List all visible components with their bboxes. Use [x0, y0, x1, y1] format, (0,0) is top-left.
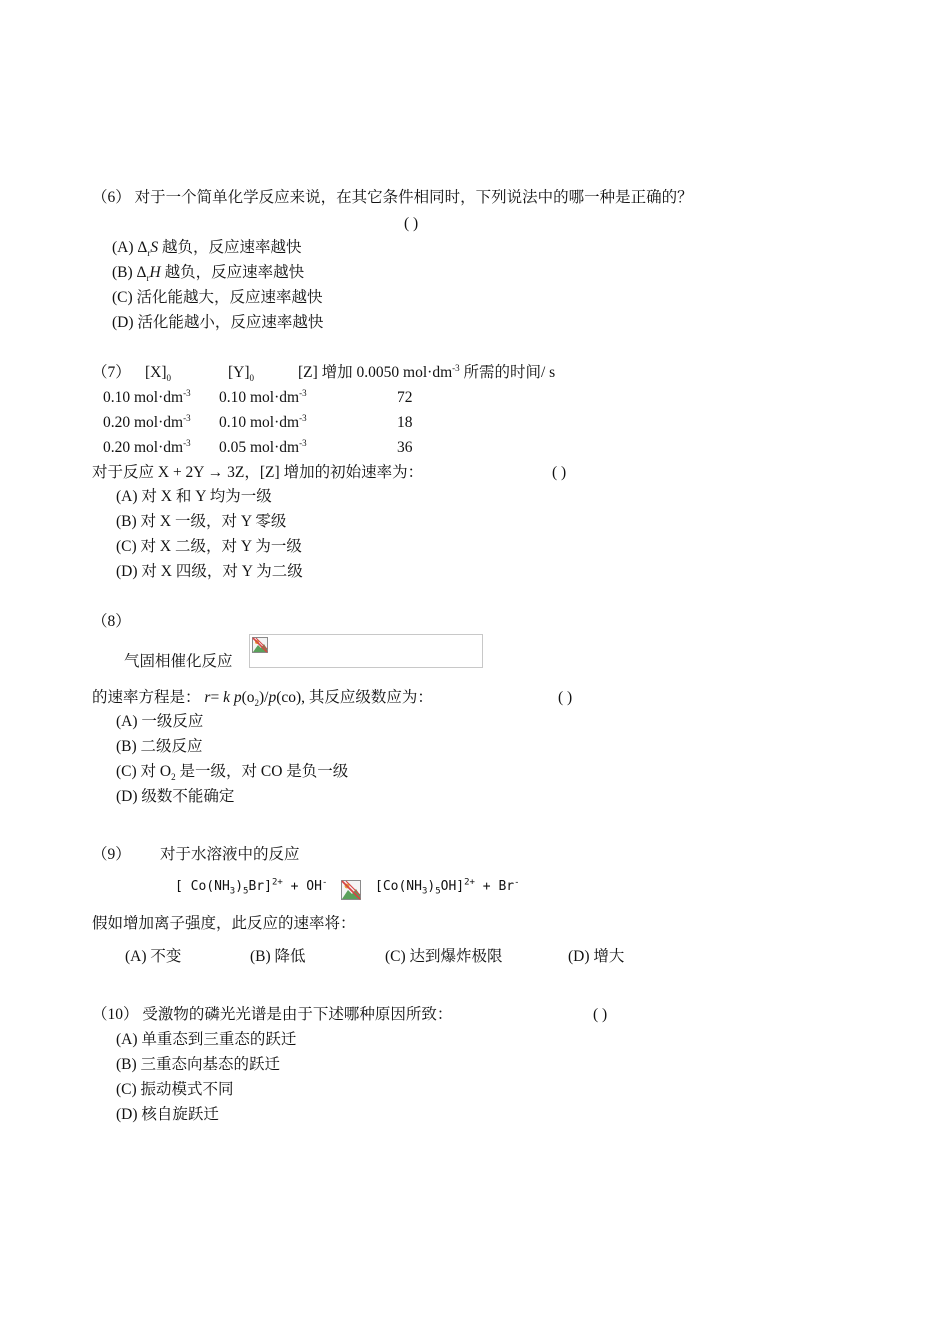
q10-answer-blank: ( ) [593, 1006, 608, 1023]
q7-option-d: (D) 对 X 四级，对 Y 为二级 [116, 563, 303, 580]
reaction-equation-image [249, 634, 483, 668]
q9-stem-2: 假如增加离子强度，此反应的速率将： [92, 915, 356, 932]
q6-stem: （6） 对于一个简单化学反应来说，在其它条件相同时，下列说法中的哪一种是正确的？ [92, 189, 693, 206]
q6-option-b: (B) $\Delta_rH$ 越负，反应速率越快 [112, 264, 305, 284]
q6-option-d: (D) 活化能越小，反应速率越快 [112, 314, 324, 331]
q8-rate-equation: 的速率方程是： r= k $p(o_2)/p(co)$, 其反应级数应为： [92, 689, 433, 709]
q9-products: $[Co(NH_3)_5OH]^{2+} + Br^-$ [375, 877, 520, 897]
q7-row2-x: 0.20 $mol\cdot dm^{-3}$ [103, 412, 191, 431]
q9-option-a: (A) 不变 [125, 948, 182, 965]
q9-option-c: (C) 达到爆炸极限 [385, 948, 503, 965]
q9-stem: 对于水溶液中的反应 [160, 846, 300, 863]
q7-header-y: $[Y]_0$ [228, 364, 255, 384]
q8-option-a: (A) 一级反应 [116, 713, 204, 730]
q7-row1-y: 0.10 $mol\cdot dm^{-3}$ [219, 387, 307, 406]
q6-answer-blank: ( ) [404, 215, 419, 232]
q8-answer-blank: ( ) [558, 689, 573, 706]
q7-option-a: (A) 对 X 和 Y 均为一级 [116, 488, 272, 505]
q10-option-b: (B) 三重态向基态的跃迁 [116, 1056, 281, 1073]
q7-row1-x: 0.10 $mol\cdot dm^{-3}$ [103, 387, 191, 406]
q8-option-b: (B) 二级反应 [116, 738, 203, 755]
q10-option-d: (D) 核自旋跃迁 [116, 1106, 219, 1123]
q7-row3-x: 0.20 $mol\cdot dm^{-3}$ [103, 437, 191, 456]
q7-row2-y: 0.10 $mol\cdot dm^{-3}$ [219, 412, 307, 431]
q10-option-c: (C) 振动模式不同 [116, 1081, 234, 1098]
q10-option-a: (A) 单重态到三重态的跃迁 [116, 1031, 297, 1048]
broken-image-icon [341, 880, 361, 900]
q7-option-c: (C) 对 X 二级，对 Y 为一级 [116, 538, 302, 555]
q7-row3-y: 0.05 $mol\cdot dm^{-3}$ [219, 437, 307, 456]
q8-option-c: (C) 对 $O_2$ 是一级，对 CO 是负一级 [116, 763, 349, 783]
q7-answer-blank: ( ) [552, 464, 567, 481]
q7-row1-t: 72 [397, 389, 413, 406]
q9-option-d: (D) 增大 [568, 948, 625, 965]
q7-row2-t: 18 [397, 414, 413, 431]
q8-option-d: (D) 级数不能确定 [116, 788, 235, 805]
q7-row3-t: 36 [397, 439, 413, 456]
q8-reaction-label: 气固相催化反应 [124, 653, 233, 670]
q8-number: （8） [92, 613, 131, 630]
q9-reactants: [ $Co(NH_3)_5Br]^{2+} + OH^-$ [175, 877, 328, 897]
q7-option-b: (B) 对 X 一级，对 Y 零级 [116, 513, 287, 530]
q9-option-b: (B) 降低 [250, 948, 306, 965]
broken-image-icon [252, 637, 268, 653]
q7-header-z: [Z] 增加 0.0050 $mol\cdot dm^{-3}$ 所需的时间/ s [298, 362, 556, 381]
q7-number: （7） [92, 364, 131, 381]
q7-header-x: $[X]_0$ [145, 364, 172, 384]
q6-option-a: (A) $\Delta_rS$ 越负，反应速率越快 [112, 239, 302, 259]
q7-stem: 对于反应 X + 2Y → 3Z，[Z] 增加的初始速率为： [92, 464, 424, 481]
q10-stem: （10） 受激物的磷光光谱是由于下述哪种原因所致： [92, 1006, 453, 1023]
q6-option-c: (C) 活化能越大，反应速率越快 [112, 289, 323, 306]
q9-number: （9） [92, 846, 131, 863]
